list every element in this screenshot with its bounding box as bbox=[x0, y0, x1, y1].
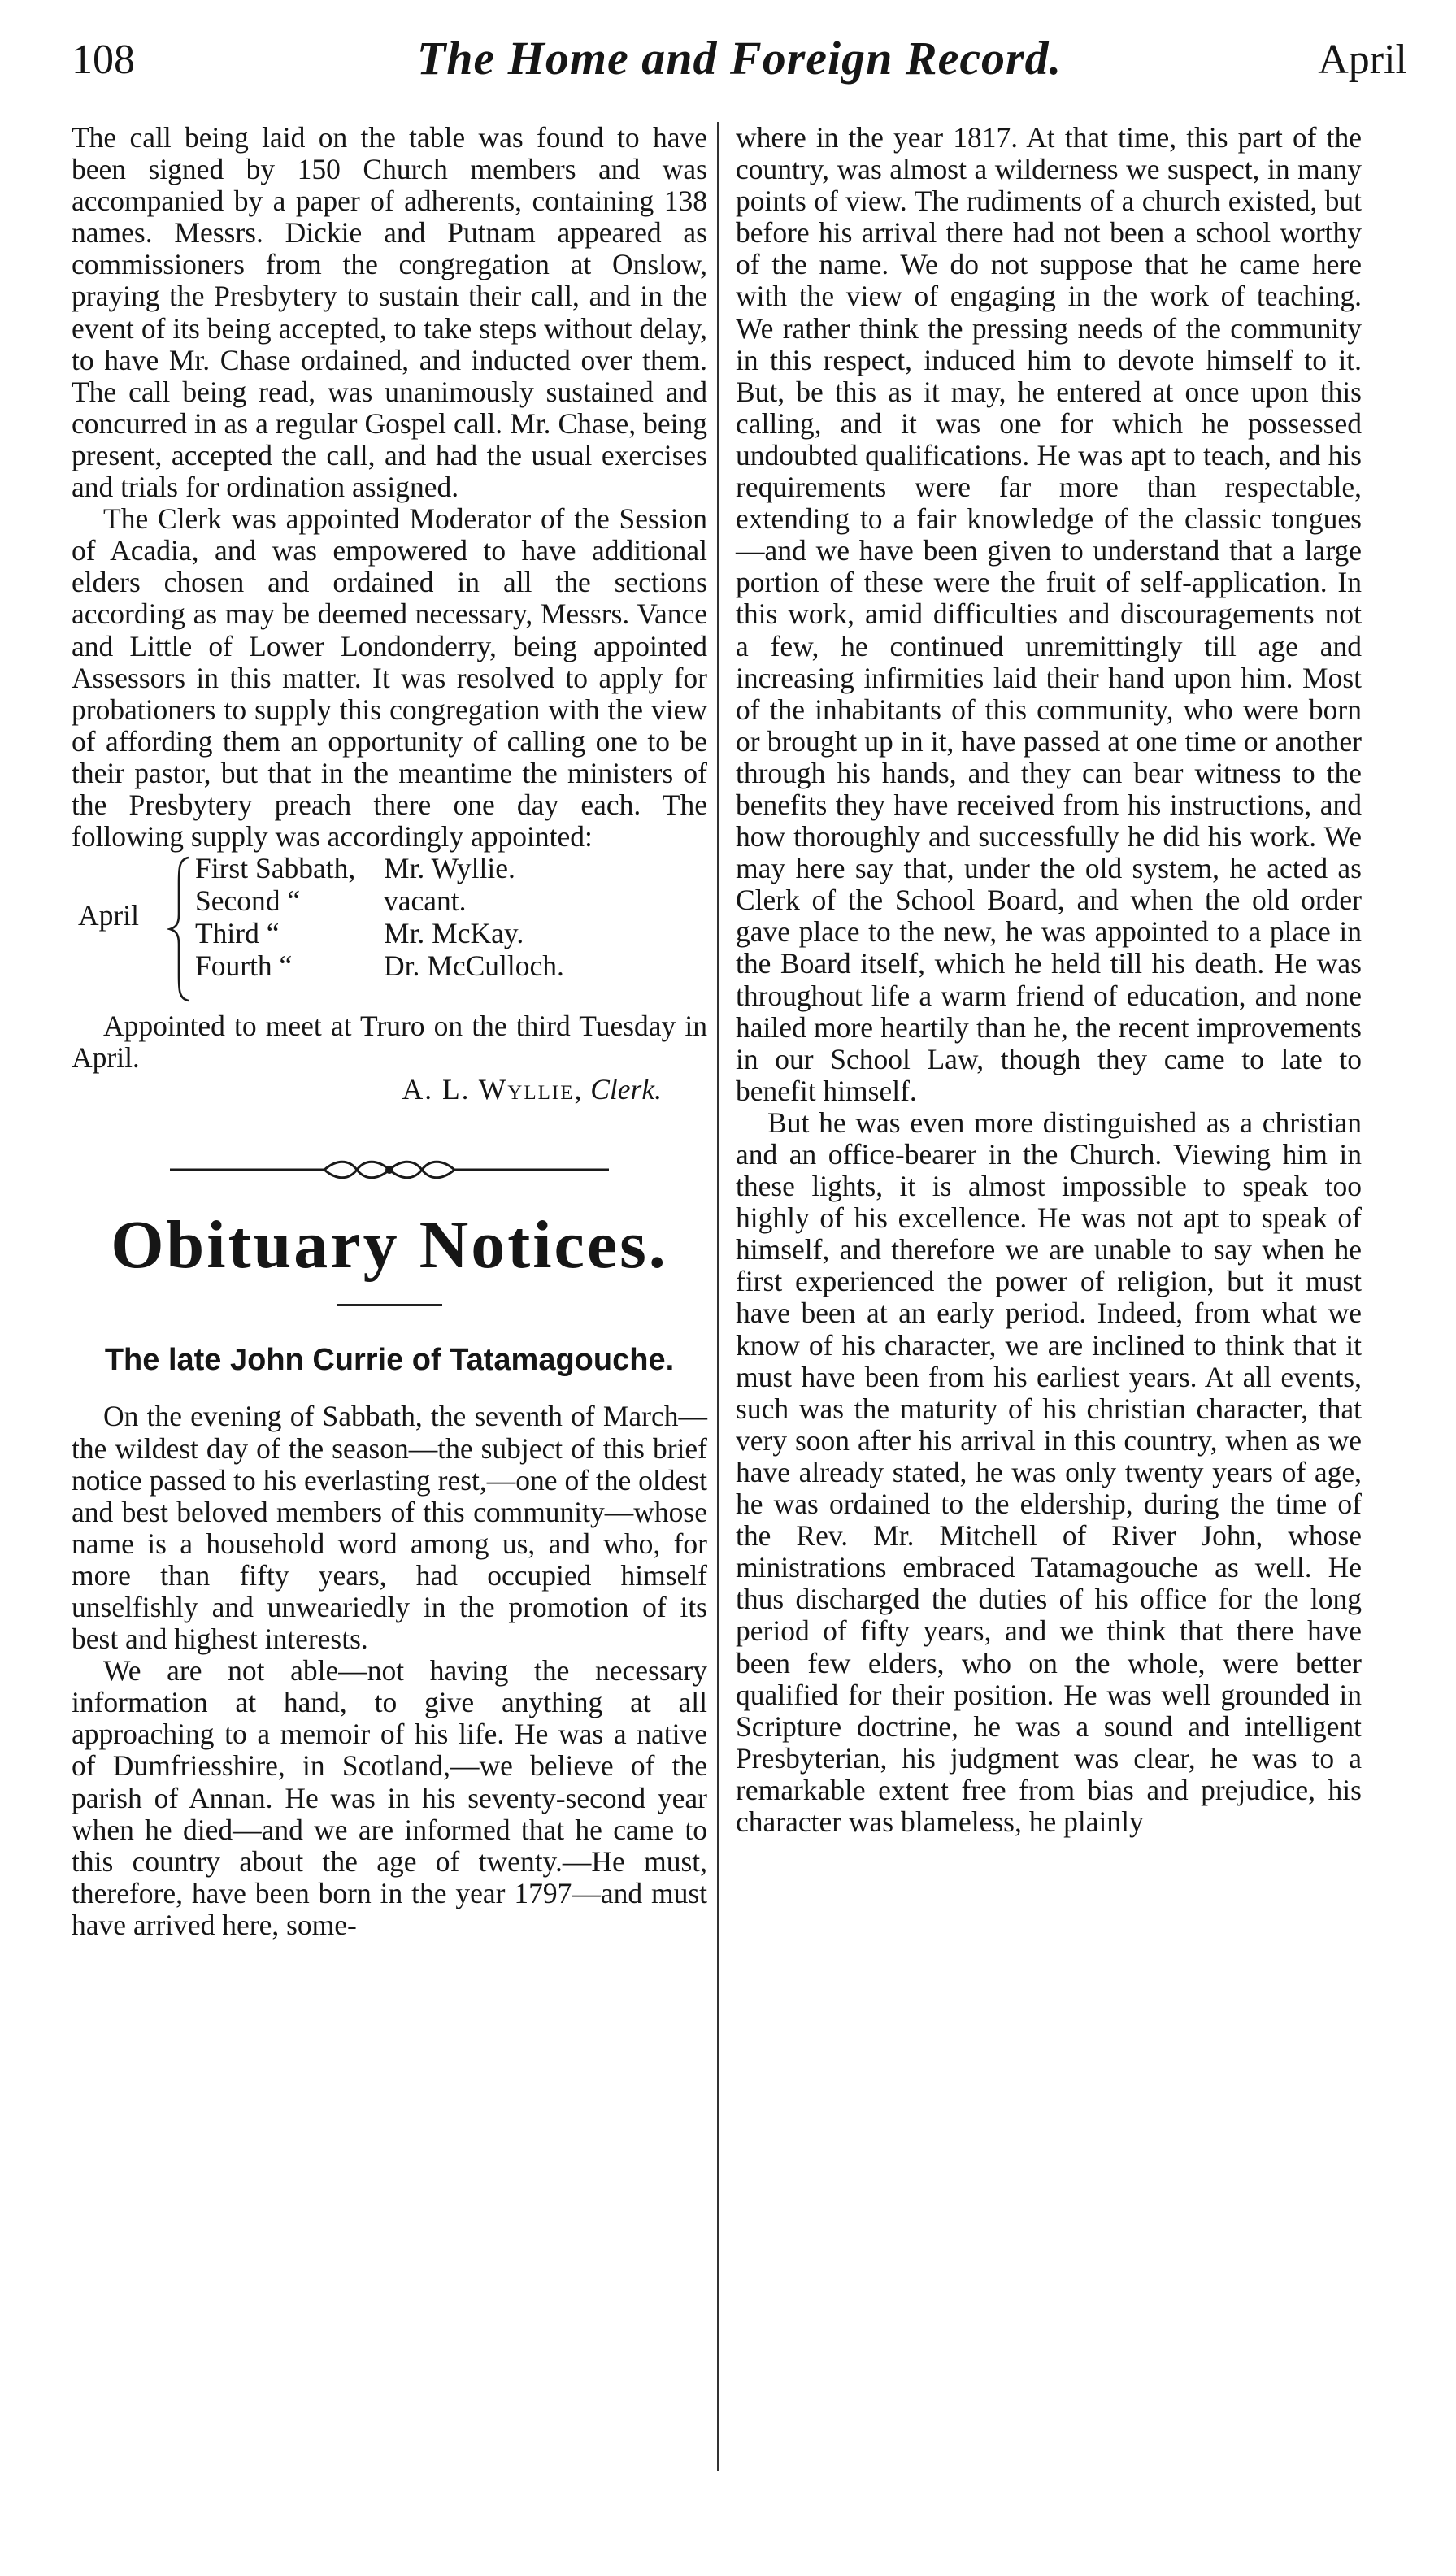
running-header bbox=[72, 32, 1407, 101]
right-column bbox=[736, 122, 1362, 1838]
paragraph: Appointed to meet at Truro on the third Tuesday in April. bbox=[72, 1010, 707, 1075]
paragraph: We are not able—not having the necessary information at hand, to give anything at all approaching to a memoir of his life. He was a native of Dumfriesshire, in Scotland,—we believe of the parish of Annan. He was in his seventy-second year when he died—and we are informed that he came to this country about the age of twenty.—He must, therefore, have been born in the year 1797—and must have arrived here, some- bbox=[72, 1654, 707, 1941]
header-month: April bbox=[1318, 37, 1407, 83]
paragraph: But he was even more distinguished as a christian and an office-bearer in the Church. Viewing him in these lights, it is almost impossible to speak too highly of his excellence. He was not apt to speak of himself, and therefore we are unable to say when he first experienced the power of religion, but it must have been at an early period. Indeed, from what we know of his character, we are inclined to think that it must have been from his earliest years. At all events, such was the maturity of his christian character, that very soon after his arrival in this country, when as we have already stated, he was only twenty years of age, he was ordained to the eldership, during the time of the Rev. Mr. Mitchell of River John, whose ministrations embraced Tatamagouche as well. He thus discharged the duties of his office for the long period of fifty years, and we think that there have been few elders, who on the whole, were better qualified for their position. He was well grounded in Scripture doctrine, he was a sound and intelligent Presbyterian, his judgment was clear, he was to a remarkable extent free from bias and prejudice, his character was blameless, he plainly bbox=[736, 1106, 1362, 1838]
paragraph: On the evening of Sabbath, the seventh of March—the wildest day of the season—the subject of this brief notice passed to his everlasting rest,—one of the oldest and best beloved members of this community—whose name is a household word among us, and who, for more than fifty years, had occupied himself unselfishly and unweariedly in the promotion of its best and highest interests. bbox=[72, 1400, 707, 1656]
supply-row bbox=[195, 853, 515, 884]
clerk-signature bbox=[72, 1074, 707, 1106]
section-title: Obituary Notices. bbox=[111, 1207, 668, 1284]
supply-row bbox=[195, 950, 564, 982]
supply-month: April bbox=[78, 899, 139, 932]
supply-row bbox=[195, 885, 467, 917]
left-column bbox=[72, 122, 707, 1941]
supply-day: First Sabbath, bbox=[195, 852, 356, 885]
supply-minister: Mr. Wyllie. bbox=[384, 852, 515, 885]
paragraph: The Clerk was appointed Moderator of the Session of Acadia, and was empowered to have additional elders chosen and ordained in all the sections according as may be deemed necessary, Messrs. Vance and Little of Lower Londonderry, being appointed Assessors in this matter. It was resolved to apply for probationers to supply this congregation with the view of affording them an opportunity of calling one to be their pastor, but that in the meantime the ministers of the Presbytery preach there one day each. The following supply was accordingly appointed: bbox=[72, 502, 707, 854]
brace-icon bbox=[167, 856, 192, 1002]
supply-schedule bbox=[72, 853, 707, 1010]
supply-day: Fourth “ bbox=[195, 949, 293, 983]
signature-name: A. L. Wyllie, bbox=[402, 1073, 584, 1106]
supply-row bbox=[195, 918, 524, 949]
paragraph: where in the year 1817. At that time, this part of the country, was almost a wilderness we suspect, in many points of view. The rudiments of a church existed, but before his arrival there had not been a school worthy of the name. We do not suppose that he came here with the view of engaging in the work of teaching. We rather think the pressing needs of the community in this respect, induced him to devote himself to it. But, be this as it may, he entered at once upon this calling, and it was one for which he possessed undoubted qualifications. He was apt to teach, and his requirements were far more than respectable, extending to a fair knowledge of the classic tongues—and we have been given to understand that a large portion of these were the fruit of self-application. In this work, amid difficulties and discouragements not a few, he continued unremittingly till age and increasing infirmities laid their hand upon him. Most of the inhabitants of this community, who were born or brought up in it, have passed at one time or another through his hands, and they can bear witness to the benefits they have received from his instructions, and how thoroughly and successfully he did his work. We may here say that, under the old system, he acted as Clerk of the School Board, and when the old order gave place to the new, he was appointed to a place in the Board itself, which he held till his death. He was throughout life a warm friend of education, and none hailed more heartily than he, the recent improvements in our School Law, though they came to late to benefit himself. bbox=[736, 121, 1362, 1107]
supply-minister: Dr. McCulloch. bbox=[384, 949, 564, 983]
paragraph: The call being laid on the table was found to have been signed by 150 Church members and was accompanied by a paper of adherents, containing 138 names. Messrs. Dickie and Putnam appeared as commissioners from the congregation at Onslow, praying the Presbytery to sustain their call, and in the event of its being accepted, to take steps without delay, to have Mr. Chase ordained, and inducted over them. The call being read, was unanimously sustained and concurred in as a regular Gospel call. Mr. Chase, being present, accepted the call, and had the usual exercises and trials for ordination assigned. bbox=[72, 121, 707, 504]
supply-minister: vacant. bbox=[384, 884, 467, 918]
supply-day: Third “ bbox=[195, 917, 280, 950]
ornament-divider bbox=[162, 1158, 617, 1182]
page-number: 108 bbox=[72, 37, 135, 83]
signature-role: Clerk. bbox=[590, 1073, 662, 1106]
journal-title: The Home and Foreign Record. bbox=[416, 32, 1063, 85]
column-divider bbox=[717, 122, 719, 2471]
supply-day: Second “ bbox=[195, 884, 301, 918]
supply-minister: Mr. McKay. bbox=[384, 917, 524, 950]
obituary-subheading: The late John Currie of Tatamagouche. bbox=[104, 1343, 675, 1378]
title-rule bbox=[337, 1304, 442, 1306]
